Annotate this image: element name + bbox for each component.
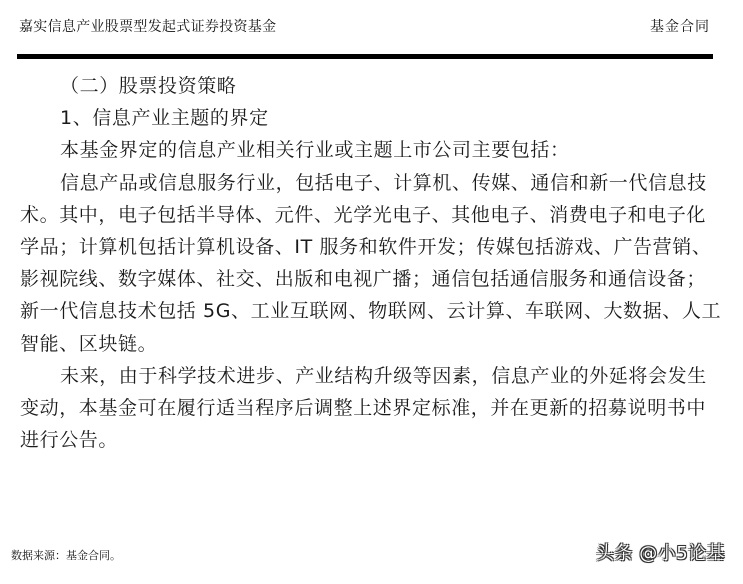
paragraph-line: 新一代信息技术包括 5G、工业互联网、物联网、云计算、车联网、大数据、人工 bbox=[20, 300, 722, 323]
paragraph-line: 影视院线、数字媒体、社交、出版和电视广播；通信包括通信服务和通信设备； bbox=[20, 268, 707, 291]
paragraph-line: 学品；计算机包括计算机设备、IT 服务和软件开发；传媒包括游戏、广告营销、 bbox=[20, 236, 712, 259]
intro-paragraph: 本基金界定的信息产业相关行业或主题上市公司主要包括： bbox=[60, 139, 570, 162]
paragraph-line: 术。其中，电子包括半导体、元件、光学光电子、其他电子、消费电子和电子化 bbox=[20, 203, 707, 226]
paragraph-line: 进行公告。 bbox=[20, 429, 119, 452]
paragraph-line: 未来，由于科学技术进步、产业结构升级等因素，信息产业的外延将会发生 bbox=[60, 364, 707, 387]
fund-name-header: 嘉实信息产业股票型发起式证券投资基金 bbox=[19, 19, 277, 35]
paragraph-line: 变动，本基金可在履行适当程序后调整上述界定标准，并在更新的招募说明书中 bbox=[20, 397, 707, 420]
watermark: 头条 @小5论基 bbox=[596, 543, 726, 564]
document-body bbox=[20, 70, 722, 456]
paragraph-line: 智能、区块链。 bbox=[20, 332, 158, 355]
section-title: （二）股票投资策略 bbox=[60, 75, 237, 97]
subsection-title: 1、信息产业主题的界定 bbox=[60, 107, 269, 130]
paragraph-industry-scope bbox=[20, 167, 722, 360]
data-source-note: 数据来源：基金合同。 bbox=[11, 549, 121, 562]
paragraph-line: 信息产品或信息服务行业，包括电子、计算机、传媒、通信和新一代信息技 bbox=[60, 171, 707, 194]
header-divider bbox=[17, 54, 713, 59]
document-type-header: 基金合同 bbox=[650, 19, 710, 35]
paragraph-future-adjustment bbox=[20, 360, 710, 457]
